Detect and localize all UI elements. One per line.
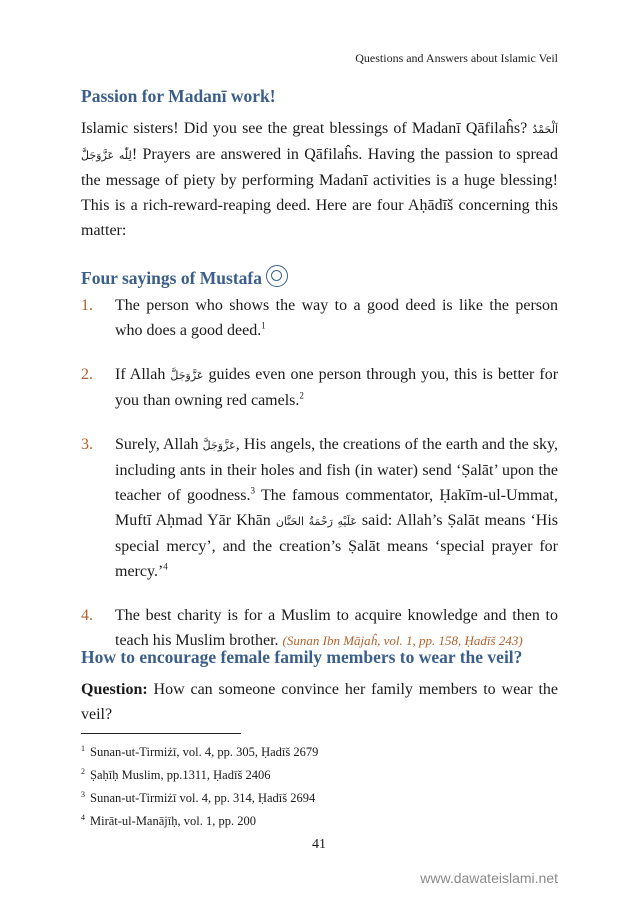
- footnote-number: 3: [81, 789, 85, 799]
- list-item: [81, 603, 558, 653]
- footnote-marker[interactable]: 4: [163, 561, 168, 572]
- sayings-list: [81, 293, 558, 672]
- website-watermark[interactable]: www.dawateislami.net: [420, 870, 558, 886]
- list-text-post: said: Allah’s Ṣalāt means ‘His special mercy’, and the creation’s Ṣalāt means ‘special prayer for mercy.’: [115, 512, 558, 580]
- footnote-marker[interactable]: 3: [250, 485, 256, 496]
- footnote-number: 1: [81, 743, 85, 753]
- footnote-text: Mirāt-ul-Manājīḥ, vol. 1, pp. 200: [90, 814, 256, 828]
- footnote: [81, 787, 558, 810]
- salallahu-alaihi-wasallam-seal-icon: [266, 265, 288, 287]
- paragraph-rest: ! Prayers are answered in Qāfilaĥs. Having the passion to spread the message of piety by performing Madanī activities is a huge blessing! This is a rich-reward-reaping deed. Here are four Aḥādīš concerning this matter:: [81, 146, 558, 239]
- arabic-honorific: عَزَّوَجَلَّ: [170, 369, 204, 382]
- list-text: The person who shows the way to a good deed is like the person who does a good deed.: [115, 297, 558, 339]
- footnote: [81, 810, 558, 833]
- list-text-mid2: The famous commentator, Ḥakīm-ul-Ummat, Muftī Aḥmad Yār Khān: [115, 487, 559, 529]
- list-number: 2.: [81, 366, 93, 383]
- paragraph-passion: [81, 116, 558, 243]
- footnote-divider: [81, 733, 241, 734]
- paragraph-question: [81, 677, 558, 727]
- arabic-honorific: عَلَيْهِ رَحْمَةُ الحَنَّان: [275, 515, 357, 528]
- list-item: [81, 432, 558, 584]
- footnote-number: 2: [81, 766, 85, 776]
- heading-passion-for-madani-work: Passion for Madanī work!: [81, 86, 276, 106]
- footnote: [81, 764, 558, 787]
- list-text-pre: If Allah: [115, 366, 166, 383]
- list-number: 3.: [81, 436, 93, 453]
- footnotes: [81, 741, 558, 833]
- list-item: [81, 362, 558, 413]
- arabic-praise-text: اَلْحَمْدُ لِلّٰه عَزَّوَجَلَّ: [81, 123, 559, 162]
- running-head: Questions and Answers about Islamic Veil: [355, 51, 558, 65]
- footnote: [81, 741, 558, 764]
- footnote-marker[interactable]: 2: [299, 390, 304, 401]
- heading-four-sayings: [81, 265, 288, 289]
- footnote-marker[interactable]: 1: [261, 320, 266, 331]
- footnote-text: Ṣaḥīḥ Muslim, pp.1311, Ḥadīš 2406: [90, 768, 271, 782]
- list-text-post: guides even one person through you, this is better for you than owning red camels.: [115, 366, 559, 409]
- paragraph-line: Islamic sisters! Did you see the great blessings of Madanī Qāfilaĥs?: [81, 120, 528, 137]
- footnote-number: 4: [81, 812, 85, 822]
- question-label: Question:: [81, 681, 148, 698]
- list-text-pre: Surely, Allah: [115, 436, 199, 453]
- footnote-text: Sunan-ut-Tirmiżī vol. 4, pp. 314, Ḥadīš 2694: [90, 791, 316, 805]
- list-text: The best charity is for a Muslim to acquire knowledge and then to teach his Muslim brother.: [115, 607, 558, 649]
- list-item: [81, 293, 558, 343]
- list-text-mid: , His angels, the creations of the earth and the sky, including ants in their holes and fish (in water) send ‘Ṣalāt’ upon the teacher of goodness.: [115, 436, 559, 504]
- list-number: 4.: [81, 607, 93, 624]
- list-number: 1.: [81, 297, 93, 314]
- heading-text: Four sayings of Mustafa: [81, 268, 263, 288]
- arabic-honorific: عَزَّوَجَلَّ: [202, 439, 236, 452]
- page-number: 41: [312, 837, 326, 852]
- heading-encourage-veil: How to encourage female family members to wear the veil?: [81, 647, 523, 667]
- hadith-reference: (Sunan Ibn Mājaĥ, vol. 1, pp. 158, Ḥadīš 243): [282, 633, 523, 648]
- question-text: How can someone convince her family members to wear the veil?: [81, 681, 558, 723]
- footnote-text: Sunan-ut-Tirmiżī, vol. 4, pp. 305, Ḥadīš 2679: [90, 745, 319, 759]
